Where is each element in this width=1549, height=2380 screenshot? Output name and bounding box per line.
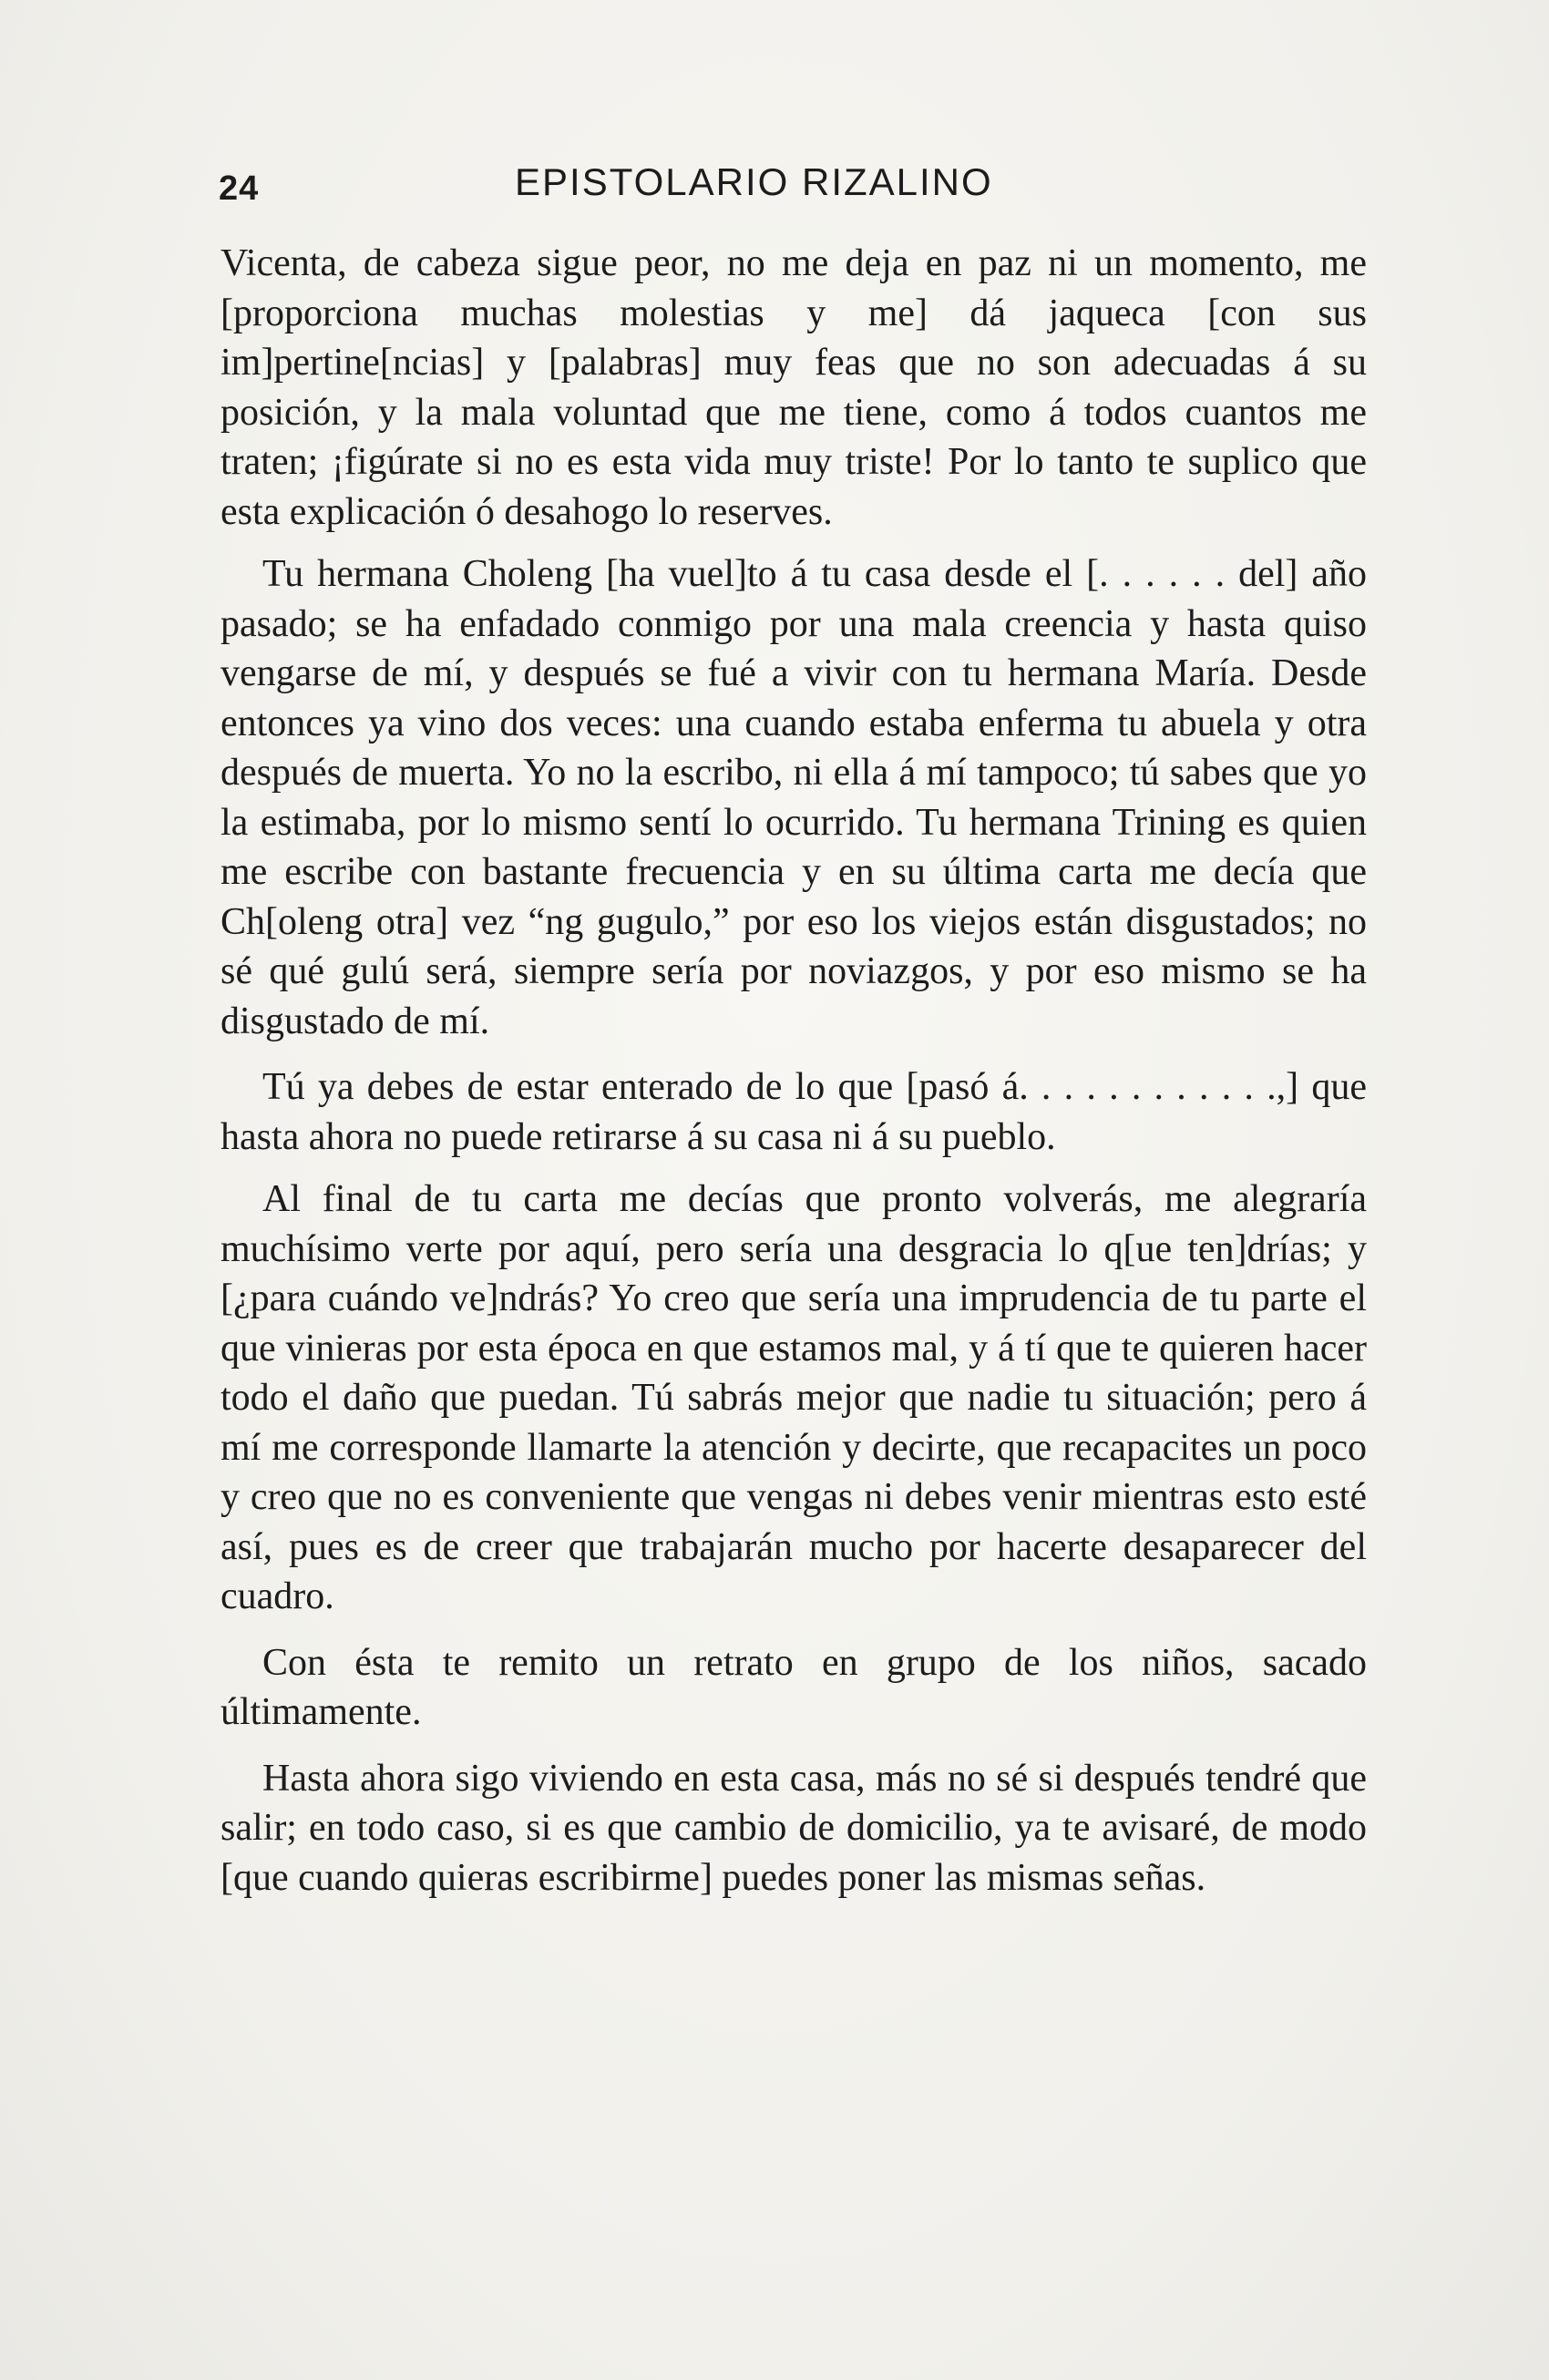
paragraph-retrato: Con ésta te remito un retrato en grupo de los niños, sacado últimamente.: [221, 1641, 1367, 1733]
letter-text: [221, 239, 1367, 1915]
paragraph-choleng: Tu hermana Choleng [ha vuel]to á tu casa desde el [. . . . . . del] año pasado; se ha enfadado conmigo por una mala creencia y hasta quiso vengarse de mí, y después se fué a vivir con tu hermana María. Desde entonces ya vino dos veces: una cuando estaba enferma tu abuela y otra después de muerta. Yo no la escribo, ni ella á mí tampoco; tú sabes que yo la estimaba, por lo mismo sentí lo ocurrido. Tu hermana Trining es quien me escribe con bastante frecuencia y en su última carta me decía que Ch[oleng otra] vez “ng gugulo,” por eso los viejos están disgustados; no sé qué gulú será, siempre sería por noviazgos, y por eso mismo se ha disgustado de mí.: [221, 553, 1367, 1042]
paragraph-domicilio: Hasta ahora sigo viviendo en esta casa, más no sé si después tendré que salir; en todo caso, si es que cambio de domicilio, ya te avisaré, de modo [que cuando quieras escribirme] puedes poner las mismas señas.: [221, 1757, 1367, 1899]
paragraph-enterado: Tú ya debes de estar enterado de lo que [pasó á. . . . . . . . . . . .,] que hasta ahora no puede retirarse á su casa ni á su pueblo.: [221, 1066, 1367, 1158]
page-number: 24: [219, 169, 260, 208]
paragraph-volveras: Al final de tu carta me decías que pronto volverás, me alegraría muchísimo verte por aquí, pero sería una desgracia lo q[ue ten]drías; y [¿para cuándo ve]ndrás? Yo creo que sería una imprudencia de tu parte el que vinieras por esta época en que estamos mal, y á tí que te quieren hacer todo el daño que puedan. Tú sabrás mejor que nadie tu situación; pero á mí me corresponde llamarte la atención y decirte, que recapacites un poco y creo que no es conveniente que vengas ni debes venir mientras esto esté así, pues es de creer que trabajarán mucho por hacerte desaparecer del cuadro.: [221, 1178, 1367, 1617]
page-header: [219, 160, 1376, 215]
paragraph-vicenta: Vicenta, de cabeza sigue peor, no me deja en paz ni un momento, me [proporciona muchas molestias y me] dá jaqueca [con sus im]pertine[ncias] y [palabras] muy feas que no son adecuadas á su posición, y la mala voluntad que me tiene, como á todos cuantos me traten; ¡figúrate si no es esta vida muy triste! Por lo tanto te suplico que esta explicación ó desahogo lo reserves.: [221, 242, 1367, 533]
running-title: EPISTOLARIO RIZALINO: [515, 160, 993, 203]
